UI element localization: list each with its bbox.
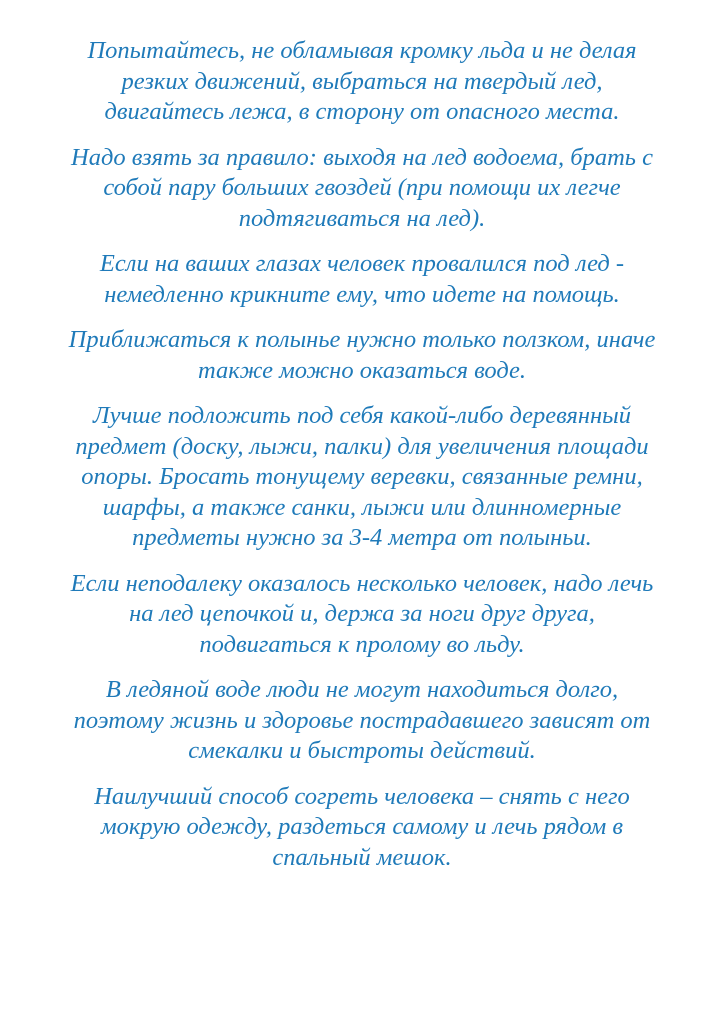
paragraph-warming-method: Наилучший способ согреть человека – снять с него мокрую одежду, раздеться самому и лечь рядом в спальный мешок. xyxy=(94,782,630,871)
paragraph-crawl-approach: Приближаться к полынье нужно только ползком, иначе также можно оказаться воде. xyxy=(68,326,656,384)
paragraph-human-chain: Если неподалеку оказалось несколько человек, надо лечь на лед цепочкой и, держа за ноги друг друга, подвигаться к пролому во льду. xyxy=(70,569,654,658)
paragraph-icy-water-time: В ледяной воде люди не могут находиться долго, поэтому жизнь и здоровье пострадавшего зависят от смекалки и быстроты действий. xyxy=(73,676,651,764)
paragraph-shout-help: Если на ваших глазах человек провалился под лед - немедленно крикните ему, что идете на помощь. xyxy=(99,250,625,308)
paragraph-break-free-from-ice: Попытайтесь, не обламывая кромку льда и не делая резких движений, выбраться на твердый лед, двигайтесь лежа, в сторону от опасного места. xyxy=(87,37,637,125)
paragraph-support-objects: Лучше подложить под себя какой-либо деревянный предмет (доску, лыжи, палки) для увеличения площади опоры. Бросать тонущему веревки, связанные ремни, шарфы, а также санки, лыжи или длинномерные предметы нужно за 3-4 метра от полыньи. xyxy=(75,402,649,551)
paragraph-take-nails-rule: Надо взять за правило: выходя на лед водоема, брать с собой пару больших гвоздей (при помощи их легче подтягиваться на лед). xyxy=(71,143,653,232)
